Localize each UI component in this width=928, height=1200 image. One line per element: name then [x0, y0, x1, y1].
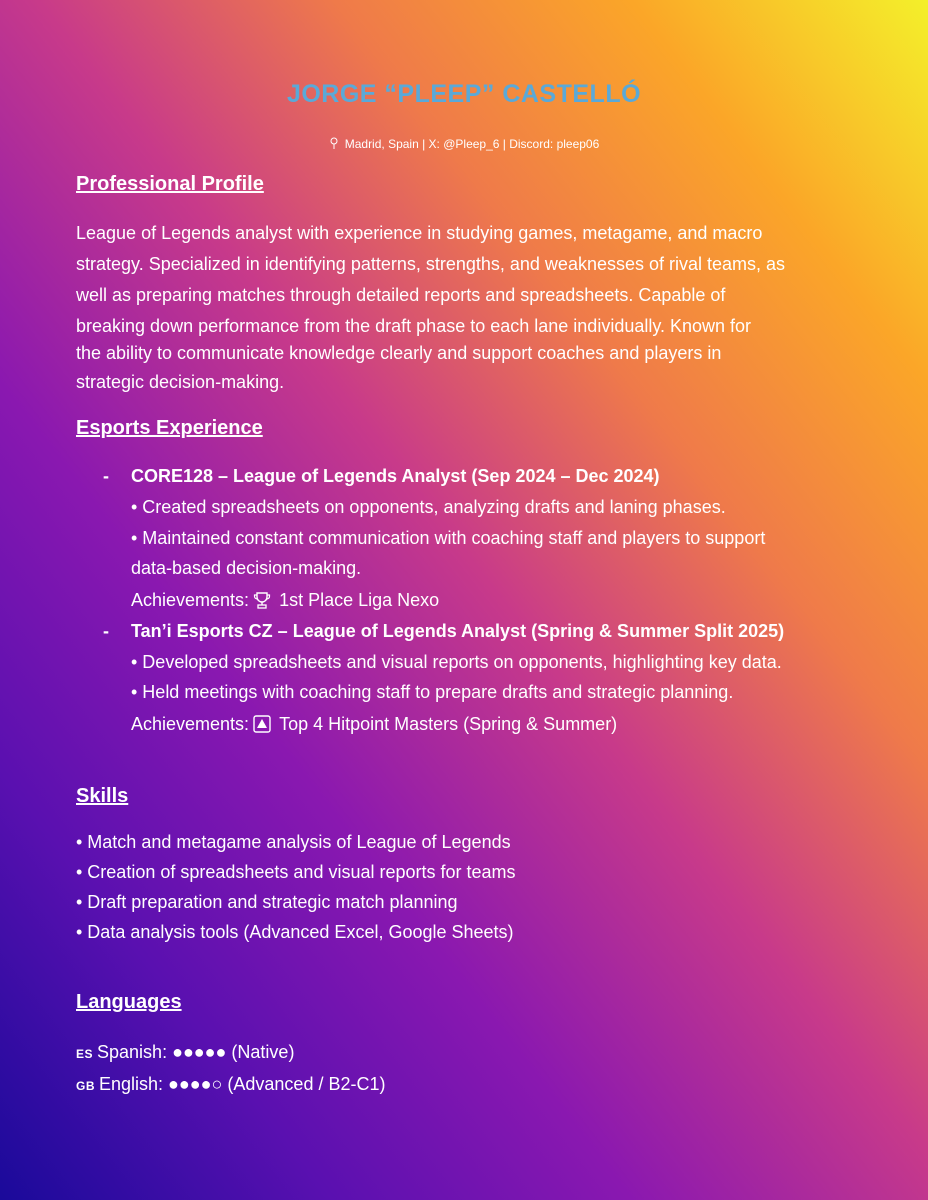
job-dash: -	[103, 466, 109, 486]
job-bullet: • Held meetings with coaching staff to prepare drafts and strategic planning.	[131, 682, 734, 702]
language-text: Spanish: ●●●●● (Native)	[97, 1042, 295, 1062]
language-item	[76, 1042, 294, 1063]
profile-line: League of Legends analyst with experience in studying games, metagame, and macro	[76, 223, 763, 243]
profile-line: well as preparing matches through detailed reports and spreadsheets. Capable of	[76, 285, 726, 305]
job-bullet: data-based decision-making.	[131, 558, 362, 578]
skill-item: • Match and metagame analysis of League of Legends	[76, 832, 511, 852]
profile-line: strategy. Specialized in identifying patterns, strengths, and weaknesses of rival teams, as	[76, 254, 786, 274]
language-item	[76, 1074, 385, 1095]
contact-line	[0, 137, 928, 151]
job-bullet: • Created spreadsheets on opponents, analyzing drafts and laning phases.	[131, 497, 726, 517]
profile-line: strategic decision-making.	[76, 372, 285, 392]
location-pin-icon	[329, 137, 339, 149]
page-title: JORGE “PLEEP” CASTELLÓ	[286, 80, 642, 108]
skill-item: • Draft preparation and strategic match planning	[76, 892, 458, 912]
section-title-profile: Professional Profile	[76, 173, 264, 195]
skill-item: • Data analysis tools (Advanced Excel, Google Sheets)	[76, 922, 514, 942]
job-title: Tan’i Esports CZ – League of Legends Analyst (Spring & Summer Split 2025)	[131, 621, 785, 641]
achievements-label: Achievements:	[131, 714, 250, 734]
skill-item: • Creation of spreadsheets and visual reports for teams	[76, 862, 516, 882]
flag-gb: GB	[76, 1079, 95, 1093]
job-achievements	[131, 590, 439, 611]
job-dash: -	[103, 621, 109, 641]
section-title-languages: Languages	[76, 991, 182, 1013]
up-arrow-box-icon	[253, 715, 271, 733]
job-achievements	[131, 714, 617, 735]
section-title-skills: Skills	[76, 785, 129, 807]
job-bullet: • Developed spreadsheets and visual reports on opponents, highlighting key data.	[131, 652, 782, 672]
contact-text: Madrid, Spain | X: @Pleep_6 | Discord: pleep06	[344, 137, 600, 151]
profile-line: breaking down performance from the draft phase to each lane individually. Known for	[76, 316, 752, 336]
achievements-label: Achievements:	[131, 590, 250, 610]
trophy-icon	[253, 591, 271, 609]
section-title-experience: Esports Experience	[76, 417, 263, 439]
language-text: English: ●●●●○ (Advanced / B2-C1)	[99, 1074, 386, 1094]
achievement-text: Top 4 Hitpoint Masters (Spring & Summer)	[279, 714, 618, 734]
profile-line: the ability to communicate knowledge clearly and support coaches and players in	[76, 343, 722, 363]
job-bullet: • Maintained constant communication with coaching staff and players to support	[131, 528, 766, 548]
flag-es: ES	[76, 1047, 94, 1061]
achievement-text: 1st Place Liga Nexo	[279, 590, 440, 610]
job-title: CORE128 – League of Legends Analyst (Sep 2024 – Dec 2024)	[131, 466, 660, 486]
